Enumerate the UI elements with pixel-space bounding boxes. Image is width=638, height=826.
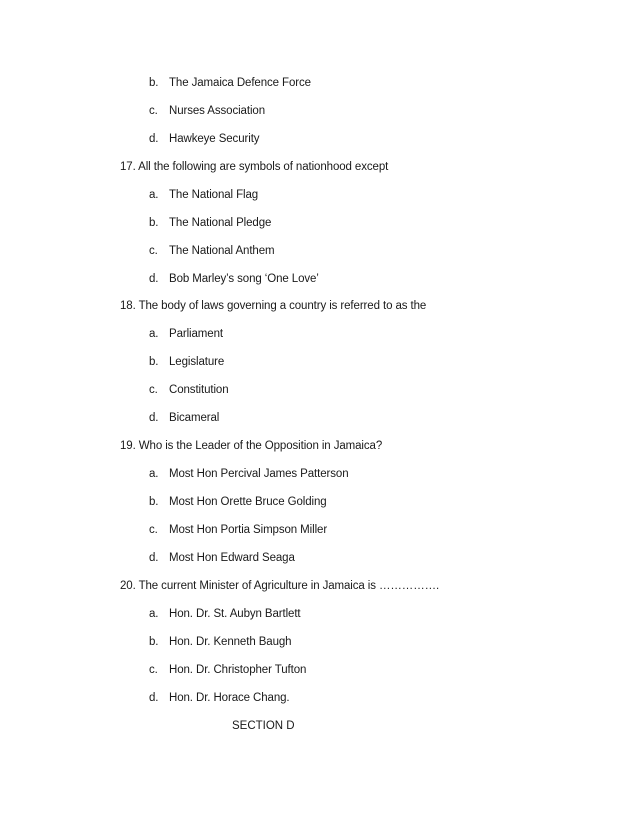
option-text: The National Flag [169, 189, 259, 201]
option-letter: c. [149, 524, 158, 536]
option-letter: b. [149, 217, 159, 229]
option-17b [149, 216, 271, 230]
option-19d [149, 551, 295, 565]
option-20b [149, 635, 291, 649]
question-20: 20. The current Minister of Agriculture in Jamaica is ……………. [120, 580, 440, 592]
option-text: Most Hon Orette Bruce Golding [169, 496, 327, 508]
option-letter: d. [149, 133, 159, 145]
option-18d [149, 411, 219, 425]
option-letter: c. [149, 245, 158, 257]
option-18b [149, 355, 224, 369]
option-letter: c. [149, 384, 158, 396]
option-text: Parliament [169, 328, 223, 340]
option-text: Hon. Dr. Horace Chang. [169, 692, 290, 704]
option-19c [149, 523, 327, 537]
option-letter: d. [149, 412, 159, 424]
option-text: Nurses Association [169, 105, 265, 117]
option-letter: b. [149, 77, 159, 89]
option-letter: b. [149, 496, 159, 508]
option-19b [149, 495, 327, 509]
question-18: 18. The body of laws governing a country is referred to as the [120, 300, 427, 312]
option-text: Bob Marley’s song ‘One Love’ [169, 273, 319, 285]
option-text: Most Hon Portia Simpson Miller [169, 524, 328, 536]
option-16b [149, 76, 311, 90]
option-17a [149, 188, 258, 202]
option-letter: d. [149, 552, 159, 564]
option-text: The National Anthem [169, 245, 275, 257]
option-text: Most Hon Percival James Patterson [169, 468, 349, 480]
option-text: Hawkeye Security [169, 133, 260, 145]
option-text: Hon. Dr. Kenneth Baugh [169, 636, 292, 648]
section-heading: SECTION D [232, 720, 295, 732]
option-letter: a. [149, 468, 159, 480]
question-19: 19. Who is the Leader of the Opposition in Jamaica? [120, 440, 383, 452]
option-letter: a. [149, 328, 159, 340]
option-text: Hon. Dr. St. Aubyn Bartlett [169, 608, 301, 620]
option-text: Most Hon Edward Seaga [169, 552, 295, 564]
option-17d [149, 272, 319, 286]
option-text: Hon. Dr. Christopher Tufton [169, 664, 307, 676]
option-letter: d. [149, 273, 159, 285]
question-17: 17. All the following are symbols of nationhood except [120, 161, 389, 173]
option-text: Constitution [169, 384, 229, 396]
option-16c [149, 104, 265, 118]
option-letter: a. [149, 608, 159, 620]
option-letter: d. [149, 692, 159, 704]
option-letter: c. [149, 105, 158, 117]
option-text: The National Pledge [169, 217, 272, 229]
option-text: Legislature [169, 356, 225, 368]
option-letter: b. [149, 636, 159, 648]
option-17c [149, 244, 275, 258]
option-16d [149, 132, 259, 146]
option-letter: c. [149, 664, 158, 676]
option-19a [149, 467, 349, 481]
option-20d [149, 691, 290, 705]
option-20c [149, 663, 306, 677]
option-text: Bicameral [169, 412, 220, 424]
option-text: The Jamaica Defence Force [169, 77, 311, 89]
option-letter: b. [149, 356, 159, 368]
option-18a [149, 327, 223, 341]
option-18c [149, 383, 229, 397]
option-20a [149, 607, 301, 621]
option-letter: a. [149, 189, 159, 201]
